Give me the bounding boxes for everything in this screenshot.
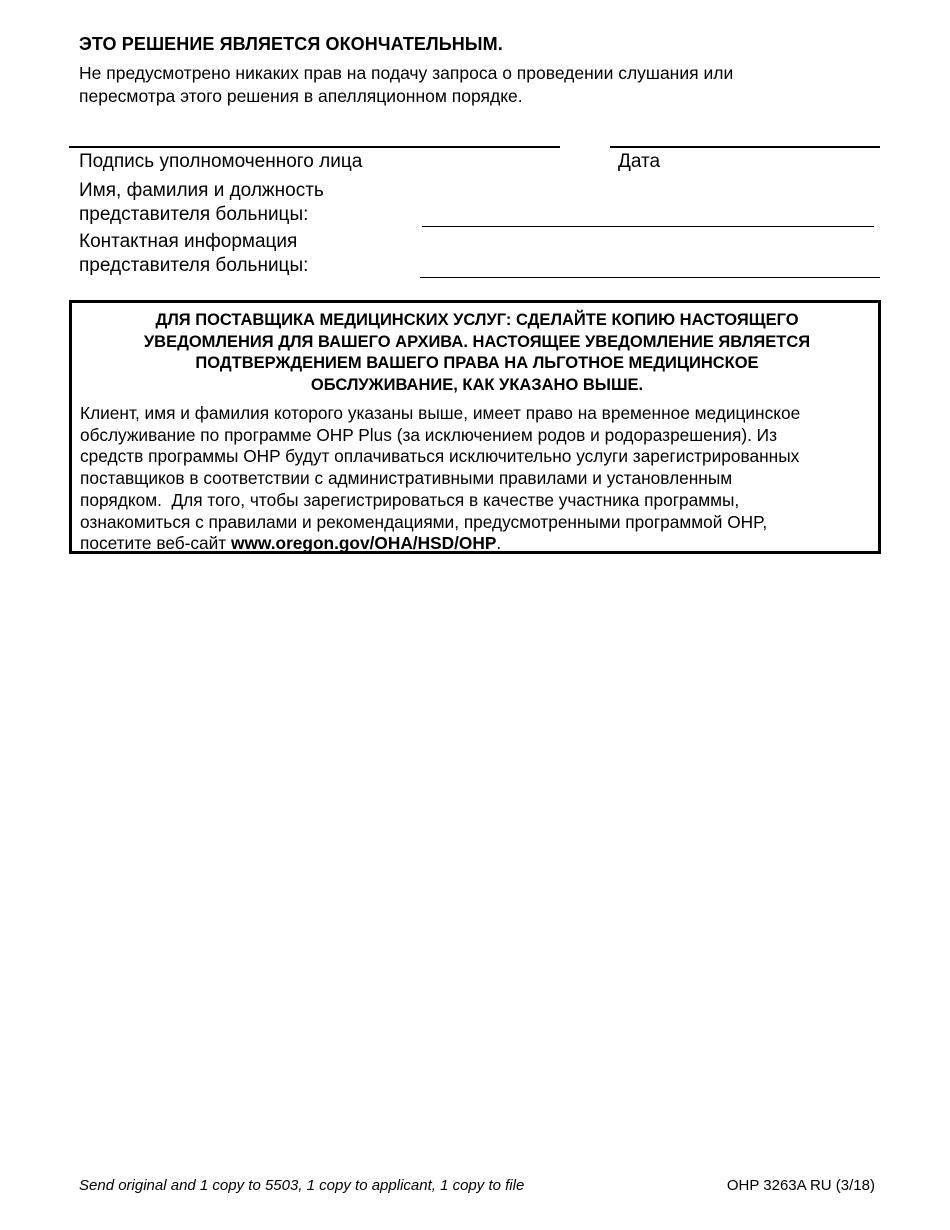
notice-body-line: средств программы OHP будут оплачиваться исключительно услуги зарегистрированных xyxy=(80,446,800,467)
rep-contact-label: Контактная информация представителя больницы: xyxy=(79,231,309,276)
notice-body-line: обслуживание по программе OHP Plus (за исключением родов и родоразрешения). Из xyxy=(80,424,778,445)
notice-title xyxy=(82,310,872,396)
date-label: Дата xyxy=(618,151,661,172)
decision-text-line: Не предусмотрено никаких прав на подачу запроса о проведении слушания или xyxy=(79,63,734,83)
signature-label: Подпись уполномоченного лица xyxy=(79,151,363,172)
notice-body-line: поставщиков в соответствии с административными правилами и установленным xyxy=(80,468,733,489)
notice-title-line: УВЕДОМЛЕНИЯ ДЛЯ ВАШЕГО АРХИВА. НАСТОЯЩЕЕ УВЕДОМЛЕНИЕ ЯВЛЯЕТСЯ xyxy=(143,332,811,351)
rep-name-field[interactable] xyxy=(422,226,874,227)
rep-contact-field[interactable] xyxy=(420,277,880,278)
website-link[interactable]: www.oregon.gov/OHA/HSD/OHP xyxy=(231,533,497,554)
notice-body-line: посетите веб-сайт www.oregon.gov/OHA/HSD/OHP. xyxy=(80,533,502,554)
decision-text-line: пересмотра этого решения в апелляционном порядке. xyxy=(79,86,523,106)
form-id: OHP 3263A RU (3/18) xyxy=(726,1177,875,1194)
provider-notice-box xyxy=(69,300,881,554)
notice-body xyxy=(80,403,875,555)
date-line[interactable] xyxy=(610,146,880,148)
notice-body-line: ознакомиться с правилами и рекомендациями, предусмотренными программой OHP, xyxy=(80,511,768,532)
decision-heading: ЭТО РЕШЕНИЕ ЯВЛЯЕТСЯ ОКОНЧАТЕЛЬНЫМ. xyxy=(79,34,503,54)
notice-title-line: ПОДТВЕРЖДЕНИЕМ ВАШЕГО ПРАВА НА ЛЬГОТНОЕ МЕДИЦИНСКОЕ xyxy=(195,354,759,372)
decision-text xyxy=(79,62,839,108)
rep-name-label: Имя, фамилия и должность представителя больницы: xyxy=(79,180,324,225)
routing-instructions: Send original and 1 copy to 5503, 1 copy to applicant, 1 copy to file xyxy=(79,1177,525,1194)
notice-body-line: порядком. Для того, чтобы зарегистрироваться в качестве участника программы, xyxy=(80,489,740,510)
notice-body-line: Клиент, имя и фамилия которого указаны выше, имеет право на временное медицинское xyxy=(80,403,801,423)
notice-title-line: ОБСЛУЖИВАНИЕ, КАК УКАЗАНО ВЫШЕ. xyxy=(310,375,644,394)
signature-line[interactable] xyxy=(69,146,560,148)
notice-title-line: ДЛЯ ПОСТАВЩИКА МЕДИЦИНСКИХ УСЛУГ: СДЕЛАЙТЕ КОПИЮ НАСТОЯЩЕГО xyxy=(155,311,799,329)
